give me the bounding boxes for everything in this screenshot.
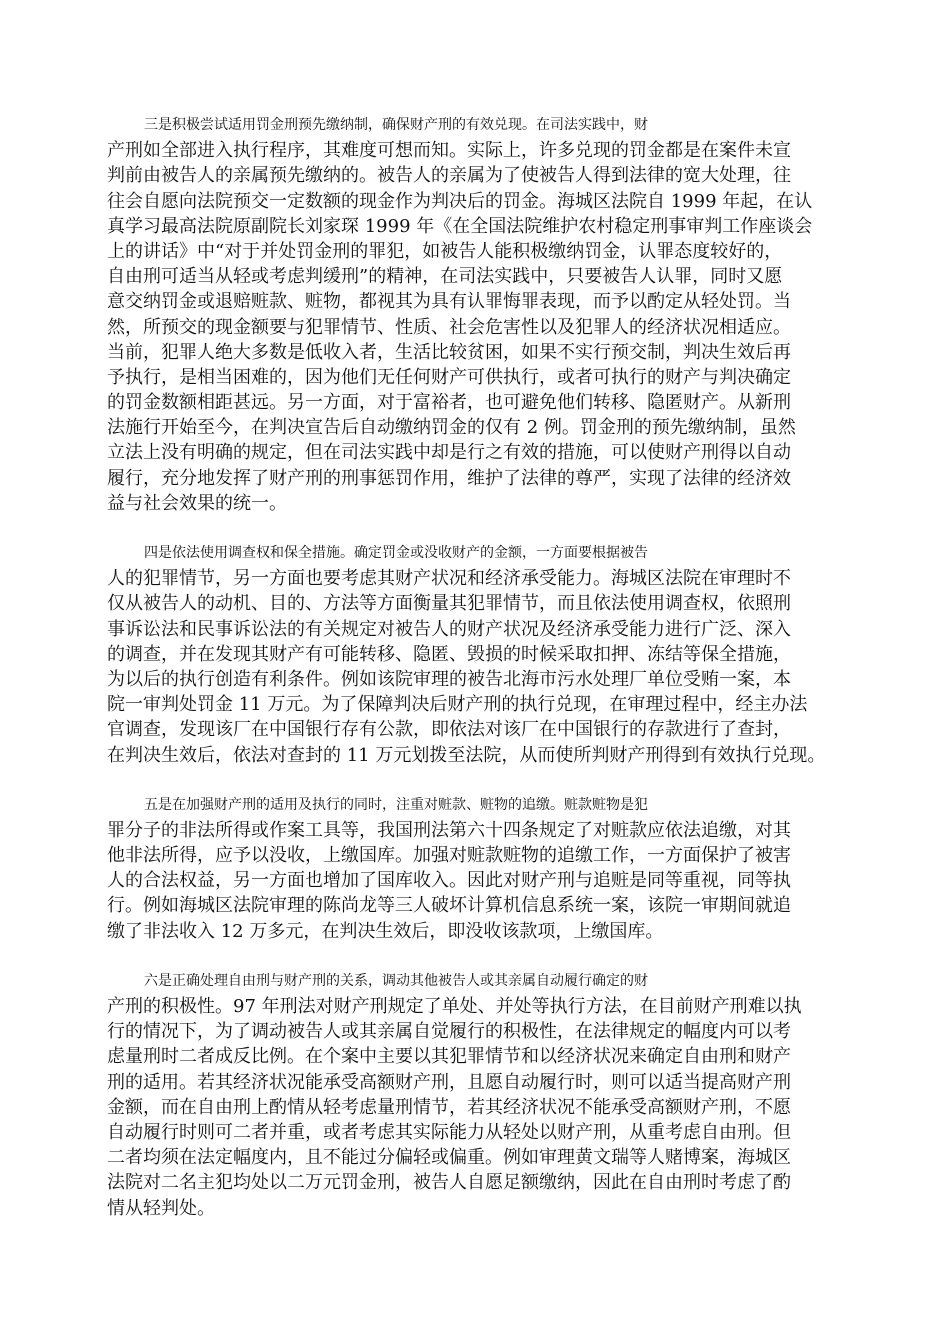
text-line: 法施行开始至今，在判决宣告后自动缴纳罚金的仅有 2 例。罚金刑的预先缴纳制，虽然	[107, 417, 796, 439]
text-line: 五是在加强财产刑的适用及执行的同时，注重对赃款、赃物的追缴。赃款赃物是犯	[144, 796, 648, 813]
text-line: 罪分子的非法所得或作案工具等，我国刑法第六十四条规定了对赃款应依法追缴，对其	[107, 819, 791, 841]
text-line: 在判决生效后，依法对查封的 11 万元划拨至法院，从而使所判财产刑得到有效执行兑现。	[107, 744, 826, 766]
text-line: 当前，犯罪人绝大多数是低收入者，生活比较贫困，如果不实行预交制，判决生效后再	[107, 341, 791, 363]
text-line: 然，所预交的现金额要与犯罪情节、性质、社会危害性以及犯罪人的经济状况相适应。	[107, 316, 791, 338]
text-line: 官调查，发现该厂在中国银行存有公款，即依法对该厂在中国银行的存款进行了查封，	[107, 719, 791, 741]
text-line: 产刑的积极性。97 年刑法对财产刑规定了单处、并处等执行方法，在目前财产刑难以执	[107, 996, 802, 1017]
text-line: 院一审判处罚金 11 万元。为了保障判决后财产刑的执行兑现，在审理过程中，经主办法	[107, 694, 808, 716]
text-line: 事诉讼法和民事诉讼法的有关规定对被告人的财产状况及经济承受能力进行广泛、深入	[107, 618, 791, 640]
text-line: 人的合法权益，另一方面也增加了国库收入。因此对财产刑与追赃是同等重视，同等执	[107, 870, 791, 892]
text-line: 立法上没有明确的规定，但在司法实践中却是行之有效的措施，可以使财产刑得以自动	[107, 442, 791, 464]
text-line: 行。例如海城区法院审理的陈尚龙等三人破坏计算机信息系统一案，该院一审期间就追	[107, 895, 791, 917]
text-line: 他非法所得，应予以没收，上缴国库。加强对赃款赃物的追缴工作，一方面保护了被害	[107, 845, 791, 867]
text-line: 往会自愿向法院预交一定数额的现金作为判决后的罚金。海城区法院自 1999 年起，在认	[107, 190, 813, 212]
text-line: 判前由被告人的亲属预先缴纳的。被告人的亲属为了使被告人得到法律的宽大处理，往	[107, 165, 791, 187]
text-line: 仅从被告人的动机、目的、方法等方面衡量其犯罪情节，而且依法使用调查权，依照刑	[107, 593, 791, 615]
text-line: 真学习最高法院原副院长刘家琛 1999 年《在全国法院维护农村稳定刑事审判工作座谈会	[107, 215, 813, 237]
text-line: 六是正确处理自由刑与财产刑的关系，调动其他被告人或其亲属自动履行确定的财	[144, 972, 648, 989]
text-line: 上的讲话》中“对于并处罚金刑的罪犯，如被告人能积极缴纳罚金，认罪态度较好的，	[107, 240, 783, 262]
text-line: 刑的适用。若其经济状况能承受高额财产刑，且愿自动履行时，则可以适当提高财产刑	[107, 1071, 791, 1093]
text-line: 意交纳罚金或退赔赃款、赃物，都视其为具有认罪悔罪表现，而予以酌定从轻处罚。当	[107, 291, 791, 313]
text-line: 二者均须在法定幅度内，且不能过分偏轻或偏重。例如审理黄文瑞等人赌博案，海城区	[107, 1147, 791, 1169]
text-line: 法院对二名主犯均处以二万元罚金刑，被告人自愿足额缴纳，因此在自由刑时考虑了酌	[107, 1172, 791, 1194]
text-line: 自动履行时则可二者并重，或者考虑其实际能力从轻处以财产刑，从重考虑自由刑。但	[107, 1121, 791, 1143]
text-line: 三是积极尝试适用罚金刑预先缴纳制，确保财产刑的有效兑现。在司法实践中，财	[144, 117, 648, 133]
paragraph-1	[107, 113, 837, 516]
text-line: 履行，充分地发挥了财产刑的刑事惩罚作用，维护了法律的尊严，实现了法律的经济效	[107, 467, 791, 489]
text-line: 自由刑可适当从轻或考虑判缓刑”的精神，在司法实践中，只要被告人认罪，同时又愿	[107, 266, 783, 288]
text-line: 人的犯罪情节，另一方面也要考虑其财产状况和经济承受能力。海城区法院在审理时不	[107, 568, 791, 590]
text-line: 为以后的执行创造有利条件。例如该院审理的被告北海市污水处理厂单位受贿一案，本	[107, 668, 791, 690]
document-page	[107, 113, 837, 1221]
text-line: 的罚金数额相距甚远。另一方面，对于富裕者，也可避免他们转移、隐匿财产。从新刑	[107, 392, 791, 414]
text-line: 行的情况下，为了调动被告人或其亲属自觉履行的积极性，在法律规定的幅度内可以考	[107, 1021, 791, 1043]
text-line: 四是依法使用调查权和保全措施。确定罚金或没收财产的金额，一方面要根据被告	[144, 545, 648, 561]
text-line: 的调查，并在发现其财产有可能转移、隐匿、毁损的时候采取扣押、冻结等保全措施，	[107, 643, 791, 665]
paragraph-2	[107, 541, 837, 768]
paragraph-4	[107, 969, 837, 1221]
text-line: 予执行，是相当困难的，因为他们无任何财产可供执行，或者可执行的财产与判决确定	[107, 366, 791, 388]
text-line: 情从轻判处。	[107, 1197, 215, 1219]
text-line: 产刑如全部进入执行程序，其难度可想而知。实际上，许多兑现的罚金都是在案件未宣	[107, 140, 791, 162]
text-line: 缴了非法收入 12 万多元，在判决生效后，即没收该款项，上缴国库。	[107, 920, 664, 942]
text-line: 益与社会效果的统一。	[107, 492, 287, 514]
text-line: 虑量刑时二者成反比例。在个案中主要以其犯罪情节和以经济状况来确定自由刑和财产	[107, 1046, 791, 1068]
text-line: 金额，而在自由刑上酌情从轻考虑量刑情节，若其经济状况不能承受高额财产刑，不愿	[107, 1096, 791, 1118]
paragraph-3	[107, 793, 837, 944]
